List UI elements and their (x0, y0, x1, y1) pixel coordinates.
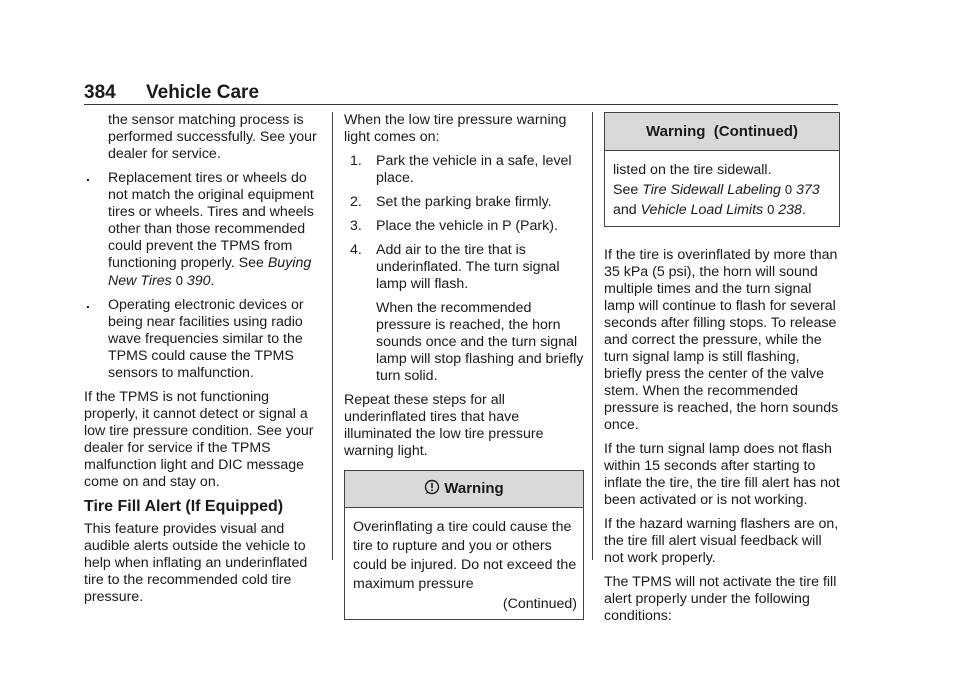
step-number: 2. (350, 194, 362, 210)
page-number: 384 (84, 82, 116, 103)
column-divider-2 (592, 112, 593, 560)
warning-see-line (613, 180, 833, 200)
column-3 (604, 112, 840, 632)
warning-text: Overinflating a tire could cause the tire to rupture and you or others could be injured. Do not exceed the maximum pressure (353, 519, 577, 592)
step-number: 3. (350, 218, 362, 234)
warning-header (345, 471, 583, 508)
step-item (344, 153, 584, 187)
and-text: and (613, 202, 641, 218)
warning-continued-box (604, 112, 840, 227)
repeat-paragraph: Repeat these steps for all underinflated tires that have illuminated the low tire pressure warning light. (344, 392, 544, 459)
continued-label: (Continued) (502, 596, 577, 612)
xref-link-tire-sidewall-labeling[interactable]: Tire Sidewall Labeling (642, 182, 781, 198)
step-subtext: When the recommended pressure is reached, the horn sounds once and the turn signal lamp will stop flashing and briefly turn solid. (376, 300, 584, 384)
xref-page: 373 (796, 182, 820, 198)
steps-intro: When the low tire pressure warning light comes on: (344, 112, 567, 145)
step-text: Add air to the tire that is underinflated. The turn signal lamp will flash. (376, 242, 560, 292)
xref-page: 238 (778, 202, 802, 218)
xref-link-buying-new-tires[interactable]: Buying New Tires (108, 255, 312, 289)
step-item (344, 194, 584, 211)
xref-arrow-icon: 0 (767, 202, 775, 217)
column-divider-1 (332, 112, 333, 560)
header-rule (84, 104, 838, 105)
warning-title: Warning (444, 480, 504, 497)
bullet-text: Replacement tires or wheels do not match the original equipment tires or wheels. Tires and wheels other than those recommended could prevent the TPMS from functioning properly. See (108, 170, 314, 271)
warning-box (344, 470, 584, 620)
section-title: Vehicle Care (146, 82, 260, 103)
step-text: Place the vehicle in P (Park). (376, 218, 558, 234)
turn-signal-paragraph: If the turn signal lamp does not flash within 15 seconds after starting to inflate the tire, the tire fill alert has not been activated or is not working. (604, 441, 840, 508)
page-header (84, 82, 259, 104)
bullet-end: . (210, 273, 215, 289)
step-number: 4. (350, 242, 362, 258)
sentence-end: . (801, 202, 806, 218)
warning-continued-header: Warning (Continued) (605, 113, 839, 151)
warning-and-line (613, 200, 833, 220)
bullet-mark: . (86, 296, 90, 312)
xref-arrow-icon: 0 (784, 182, 793, 197)
warning-continued-line: listed on the tire sidewall. (613, 162, 772, 178)
bullet-item (84, 297, 324, 382)
overinflation-paragraph: If the tire is overinflated by more than 35 kPa (5 psi), the horn will sound multiple times and the turn signal lamp will continue to flash for several seconds after filling stops. To release and correct the pressure, while the turn signal lamp is still flashing, briefly press the center of the valve stem. When the recommended pressure is reached, the horn sounds once. (604, 247, 839, 433)
bullet-text: Operating electronic devices or being near facilities using radio wave frequencies similar to the TPMS could cause the TPMS sensors to malfunction. (108, 297, 304, 381)
see-text: See (613, 182, 643, 198)
column-2 (344, 112, 584, 628)
bullet-item (84, 170, 324, 290)
warning-icon (424, 479, 440, 499)
xref-page: 390 (186, 273, 211, 289)
step-text: Set the parking brake firmly. (376, 194, 552, 210)
hazard-paragraph: If the hazard warning flashers are on, the tire fill alert visual feedback will not work properly. (604, 516, 839, 566)
tpms-paragraph: If the TPMS is not functioning properly, it cannot detect or signal a low tire pressure condition. See your dealer for service if the TPMS malfunction light and DIC message come on and stay on. (84, 389, 314, 490)
warning-continued-body (605, 151, 839, 226)
bullet-mark: . (86, 169, 90, 185)
warning-body (345, 508, 583, 619)
xref-link-vehicle-load-limits[interactable]: Vehicle Load Limits (640, 202, 764, 218)
xref-arrow-icon: 0 (175, 273, 183, 288)
continued-text: the sensor matching process is performed successfully. See your dealer for service. (108, 112, 317, 162)
conditions-paragraph: The TPMS will not activate the tire fill alert properly under the following conditions: (604, 574, 837, 624)
column-1 (84, 112, 324, 613)
step-item (344, 242, 584, 293)
section-heading: Tire Fill Alert (If Equipped) (84, 498, 284, 515)
tire-fill-paragraph: This feature provides visual and audible alerts outside the vehicle to help when inflating an underinflated tire to the recommended cold tire pressure. (84, 521, 308, 605)
step-item (344, 218, 584, 235)
step-number: 1. (350, 153, 362, 169)
step-text: Park the vehicle in a safe, level place. (376, 153, 572, 186)
